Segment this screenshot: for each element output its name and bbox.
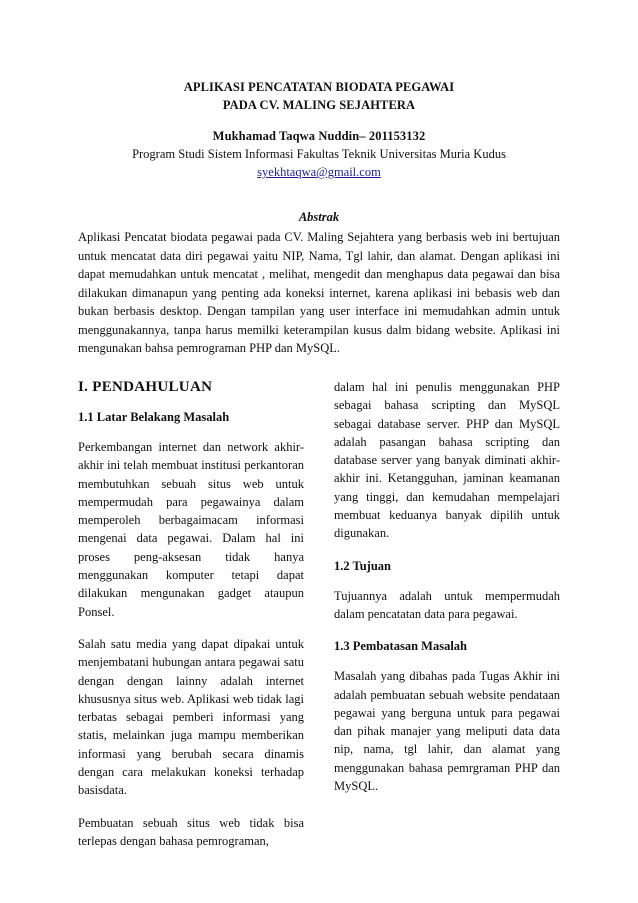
- section-heading-pendahuluan: I. PENDAHULUAN: [78, 379, 213, 395]
- author-email-line: [0, 165, 638, 180]
- subsection-heading-tujuan: 1.2 Tujuan: [334, 558, 391, 573]
- abstract-text: Aplikasi Pencatat biodata pegawai pada CV. Maling Sejahtera yang berbasis web ini bertujuan untuk mencatat data diri pegawai yaitu NIP, Nama, Tgl lahir, dan alamat. Dengan aplikasi ini dapat memudahkan untuk mencatat , melihat, mengedit dan menghapus data pegawai dan bisa dilakukan dimanapun yang penting ada koneksi internet, karena aplikasi ini bebasis web dan bukan berbasis desktop. Dengan tampilan yang user interface ini memudahkan admin untuk menggunakannya, tanpa harus memilki keterampilan kusus dalm bidang website. Aplikasi ini mengunakan bahsa pemrograman PHP dan MySQL.: [78, 230, 560, 355]
- subsection-heading-latar-belakang: 1.1 Latar Belakang Masalah: [78, 410, 230, 424]
- left-column: [78, 378, 304, 864]
- paper-title-line-1: APLIKASI PENCATATAN BIODATA PEGAWAI: [183, 80, 455, 94]
- author-email-link[interactable]: syekhtaqwa@gmail.com: [257, 165, 381, 179]
- paragraph-6: Masalah yang dibahas pada Tugas Akhir ini adalah pembuatan sebuah website pendataan pegawai yang berguna untuk para pegawai dan pihak manajer yang meliputi data data nip, nama, tgl lahir, dan alamat yang menggunakan bahasa pemrgraman PHP dan MySQL.: [334, 669, 560, 794]
- paragraph-4: dalam hal ini penulis menggunakan PHP sebagai bahasa scripting dan MySQL sebagai database server. PHP dan MySQL adalah pasangan bahasa scripting dan database server yang banyak diminati akhir-akhir ini. Ketangguhan, jaminan keamanan yang tinggi, dan kemudahan mempelajari membuat keduanya banyak dipilih untuk digunakan.: [334, 380, 560, 541]
- abstract-heading: Abstrak: [298, 210, 340, 224]
- author-affiliation: Program Studi Sistem Informasi Fakultas Teknik Universitas Muria Kudus: [132, 147, 506, 161]
- subsection-heading-pembatasan-masalah: 1.3 Pembatasan Masalah: [334, 639, 467, 654]
- paragraph-1: Perkembangan internet dan network akhir-akhir ini telah membuat institusi perkantoran membutuhkan sebuah situs web untuk mempermudah para pegawainya dalam memperoleh berbagaimacam informasi mengenai data pegawai. Dalam hal ini proses peng-aksesan tidak hanya menggunakan komputer tetapi dapat dilakukan mengunakan gadget ataupun Ponsel.: [78, 440, 304, 619]
- author-name: Mukhamad Taqwa Nuddin– 201153132: [212, 129, 426, 143]
- right-column: [334, 378, 560, 809]
- paper-title-line-2: PADA CV. MALING SEJAHTERA: [222, 98, 416, 112]
- paragraph-3: Pembuatan sebuah situs web tidak bisa terlepas dengan bahasa pemrograman,: [78, 815, 304, 848]
- paragraph-2: Salah satu media yang dapat dipakai untuk menjembatani hubungan antara pegawai satu dengan dengan lainny adalah internet khususnya situs web. Aplikasi web tidak lagi terbatas sebagai pemberi informasi yang statis, melainkan juga mampu memberikan informasi yang berubah secara dinamis dengan cara melakukan koneksi terhadap basisdata.: [78, 636, 304, 798]
- paragraph-5: Tujuannya adalah untuk mempermudah dalam pencatatan data para pegawai.: [334, 588, 560, 621]
- abstract-body: [78, 228, 560, 358]
